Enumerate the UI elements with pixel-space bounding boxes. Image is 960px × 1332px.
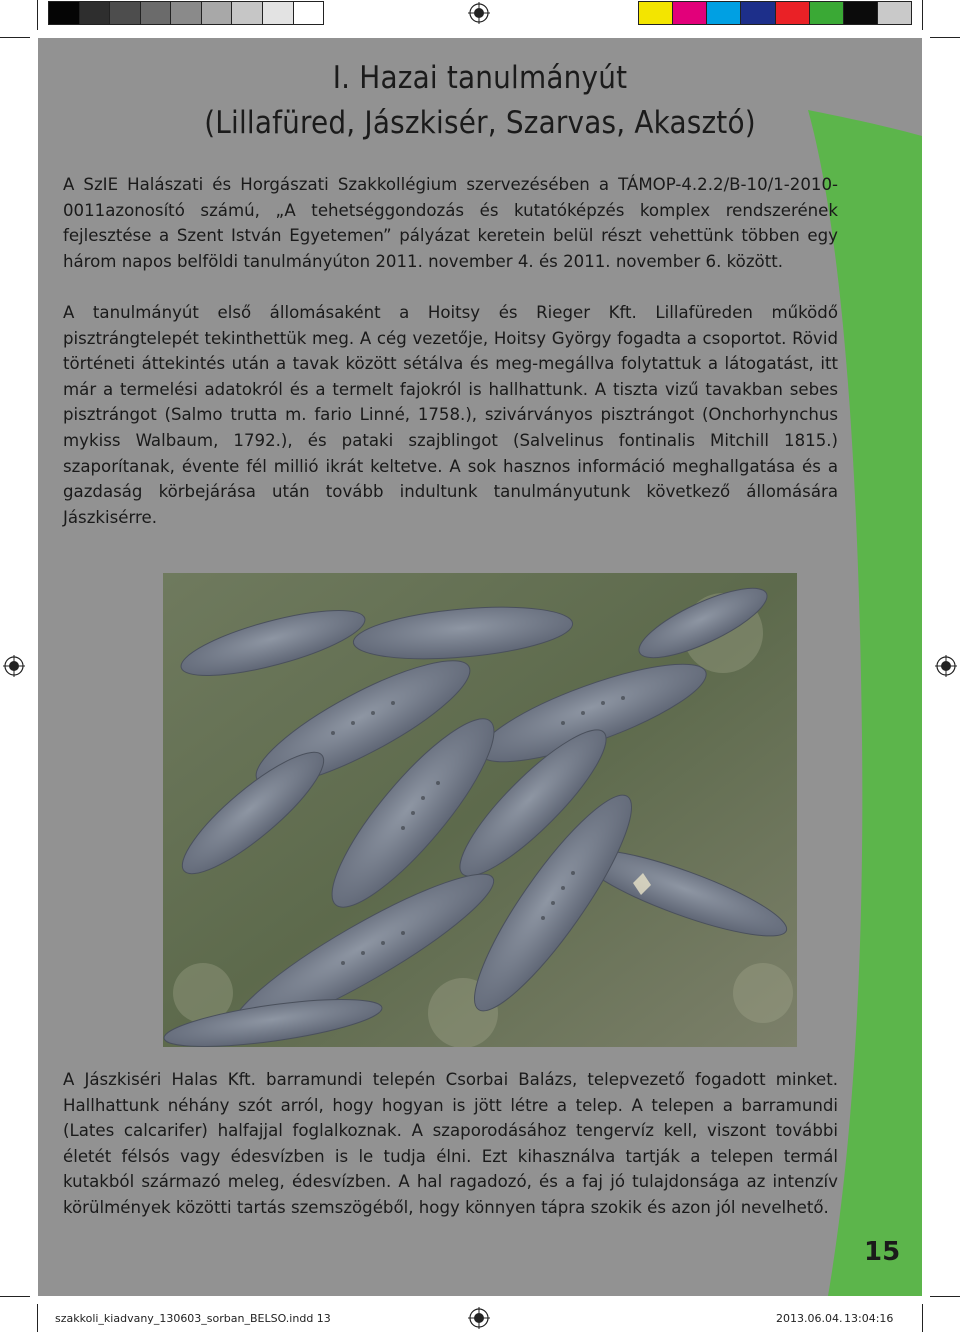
crop-mark [37,0,38,30]
registration-mark-icon [468,2,490,24]
crop-mark [0,1296,30,1297]
registration-mark-icon [935,655,957,677]
color-swatch [741,2,775,24]
color-swatch [232,2,263,24]
crop-mark [930,1296,960,1297]
color-swatch [673,2,707,24]
color-swatch [141,2,172,24]
color-swatch [810,2,844,24]
page-title-line-1: I. Hazai tanulmányút [332,60,628,96]
color-swatch [707,2,741,24]
color-swatch [263,2,294,24]
lillafured-paragraph: A tanulmányút első állomásaként a Hoitsy és Rieger Kft. Lillafüreden működő pisztrángtelepét tekinthettük meg. A cég vezetője, Hoitsy György fogadta a csoportot. Rövid történeti áttekintés után a tavak között sétálva és meg-megállva folytattuk a látogatást, itt már a termelési adatokról és a termelt fajokról is hallhattunk. A tiszta vizű tavakban sebes pisztrángot (Salmo trutta m. fario Linné, 1758.), szivárványos pisztrángot (Onchorhynchus mykiss Walbaum, 1792.), és pataki szajblingot (Salvelinus fontinalis Mitchill 1815.) szaporítanak, évente fél millió ikrát keltetve. A sok hasznos információ meghallgatása és a gazdaság körbejárása után tovább indultunk tanulmányutunk következő állomására Jászkisérre. [63,303,838,527]
trout-school-image [163,573,797,1047]
color-swatch [844,2,878,24]
footer-time: 13:04:16 [844,1312,894,1325]
color-swatch [49,2,80,24]
registration-mark-icon [468,1307,490,1329]
color-swatch [80,2,111,24]
crop-mark [0,37,30,38]
crop-mark [930,37,960,38]
color-swatch [639,2,673,24]
page-panel [38,38,922,1296]
footer-filename: szakkoli_kiadvany_130603_sorban_BELSO.indd 13 [55,1312,331,1325]
page-title-line-2: (Lillafüred, Jászkisér, Szarvas, Akasztó) [204,105,756,141]
crop-mark [922,0,923,30]
color-swatch [294,2,324,24]
color-swatch [171,2,202,24]
page-number: 15 [864,1237,901,1267]
footer-date: 2013.06.04. [776,1312,843,1325]
color-swatch [878,2,911,24]
crop-mark [922,1304,923,1332]
trout-pond-photo [163,573,797,1047]
jaszkiser-paragraph: A Jászkiséri Halas Kft. barramundi telepén Csorbai Balázs, telepvezető fogadott minket. Hallhattunk néhány szót arról, hogy hogyan is jött létre a telep. A telepen a barramundi (Lates calcarifer) halfajjal foglalkoznak. A szaporodásához tengervíz kell, viszont további életét félsós vagy édesvízben is le tudja élni. Ezt kihasználva tartják a telepen termál kutakból származó meleg, édesvízben. A hal ragadozó, és a faj jó tulajdonsága az intenzív körülmények közötti tartás szemszögéből, hogy könnyen tápra szokik és azon jól nevelhető. [63,1070,838,1217]
grayscale-color-bar [48,1,324,25]
color-swatch [110,2,141,24]
registration-mark-icon [3,655,25,677]
cmyk-color-bar [638,1,912,25]
color-swatch [202,2,233,24]
crop-mark [37,1304,38,1332]
intro-paragraph: A SzIE Halászati és Horgászati Szakkollégium szervezésében a TÁMOP-4.2.2/B-10/1-2010-0011azonosító számú, „A tehetséggondozás és kutatóképzés komplex rendszerének fejlesztése a Szent István Egyetemen” pályázat keretein belül részt vehettünk többen egy három napos belföldi tanulmányúton 2011. november 4. és 2011. november 6. között. [63,175,838,271]
color-swatch [776,2,810,24]
